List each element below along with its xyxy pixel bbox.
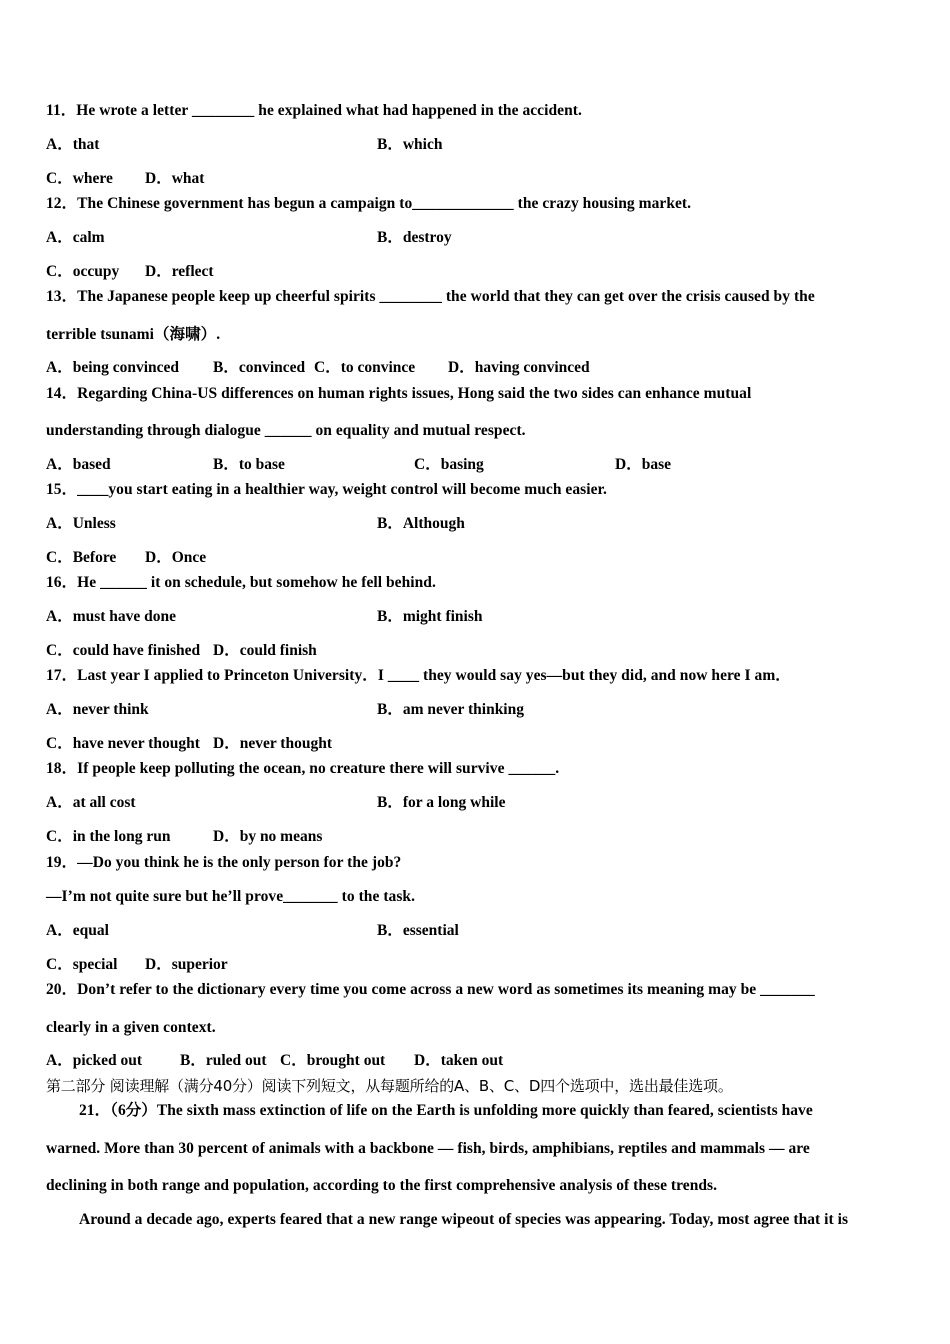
option-b: B．destroy [377, 229, 452, 246]
passage-line: Around a decade ago, experts feared that a new range wipeout of species was appearing. Today, most agree that it is [79, 1211, 849, 1228]
option-a: A．picked out [46, 1052, 143, 1069]
option-c: C．have never thought [46, 735, 200, 752]
question-13-stem-line2: terrible tsunami（海啸）. [46, 326, 221, 343]
option-c: C．basing [414, 456, 484, 473]
option-c: C．to convince [314, 359, 416, 376]
option-c: C．where [46, 170, 113, 187]
option-d: D．superior [145, 956, 228, 973]
option-a: A．being convinced [46, 359, 180, 376]
option-d: D．could finish [213, 642, 317, 659]
option-a: A．never think [46, 701, 149, 718]
option-a: A．equal [46, 922, 109, 939]
option-d: D．base [615, 456, 671, 473]
option-a: A．calm [46, 229, 105, 246]
option-a: A．Unless [46, 515, 116, 532]
option-d: D．by no means [213, 828, 323, 845]
question-11-stem: 11．He wrote a letter ________ he explained what had happened in the accident. [46, 102, 582, 119]
option-c: C．brought out [280, 1052, 386, 1069]
option-b: B．which [377, 136, 443, 153]
question-17-stem: 17．Last year I applied to Princeton University．I ____ they would say yes—but they did, and now here I am． [46, 667, 791, 684]
option-d: D．having convinced [448, 359, 590, 376]
question-20-stem-line2: clearly in a given context. [46, 1019, 216, 1036]
question-15-stem: 15．____you start eating in a healthier way, weight control will become much easier. [46, 481, 607, 498]
question-14-stem-line1: 14．Regarding China-US differences on human rights issues, Hong said the two sides can enhance mutual [46, 385, 752, 402]
option-a: A．at all cost [46, 794, 136, 811]
question-19-stem-line2: —I’m not quite sure but he’ll prove_______ to the task. [46, 888, 416, 905]
option-c: C．special [46, 956, 118, 973]
option-d: D．never thought [213, 735, 332, 752]
question-16-stem: 16．He ______ it on schedule, but somehow he fell behind. [46, 574, 436, 591]
option-a: A．that [46, 136, 100, 153]
question-19-stem-line1: 19．—Do you think he is the only person for the job? [46, 854, 402, 871]
passage-line: 21．（6分）The sixth mass extinction of life on the Earth is unfolding more quickly than feared, scientists have [79, 1102, 813, 1119]
option-a: A．must have done [46, 608, 177, 625]
passage-line: declining in both range and population, according to the first comprehensive analysis of these trends. [46, 1177, 718, 1194]
option-d: D．what [145, 170, 205, 187]
option-d: D．reflect [145, 263, 214, 280]
question-13-stem-line1: 13．The Japanese people keep up cheerful spirits ________ the world that they can get over the crisis caused by the [46, 288, 815, 305]
option-d: D．Once [145, 549, 207, 566]
option-b: B．am never thinking [377, 701, 524, 718]
option-b: B．to base [213, 456, 285, 473]
question-14-stem-line2: understanding through dialogue ______ on equality and mutual respect. [46, 422, 526, 439]
option-b: B．ruled out [180, 1052, 267, 1069]
option-c: C．could have finished [46, 642, 201, 659]
passage-line: warned. More than 30 percent of animals with a backbone — fish, birds, amphibians, reptiles and mammals — are [46, 1140, 810, 1157]
option-b: B．convinced [213, 359, 306, 376]
option-c: C．occupy [46, 263, 120, 280]
question-12-stem: 12．The Chinese government has begun a campaign to_____________ the crazy housing market. [46, 195, 692, 212]
option-b: B．for a long while [377, 794, 506, 811]
option-d: D．taken out [414, 1052, 504, 1069]
question-20-stem-line1: 20．Don’t refer to the dictionary every time you come across a new word as sometimes its meaning may be _______ [46, 981, 815, 998]
option-b: B．Although [377, 515, 465, 532]
section-heading: 第二部分 阅读理解（满分40分）阅读下列短文，从每题所给的A、B、C、D四个选项中，选出最佳选项。 [46, 1077, 733, 1095]
question-18-stem: 18．If people keep polluting the ocean, no creature there will survive ______. [46, 760, 560, 777]
option-c: C．Before [46, 549, 117, 566]
option-c: C．in the long run [46, 828, 171, 845]
option-a: A．based [46, 456, 111, 473]
option-b: B．essential [377, 922, 459, 939]
option-b: B．might finish [377, 608, 483, 625]
